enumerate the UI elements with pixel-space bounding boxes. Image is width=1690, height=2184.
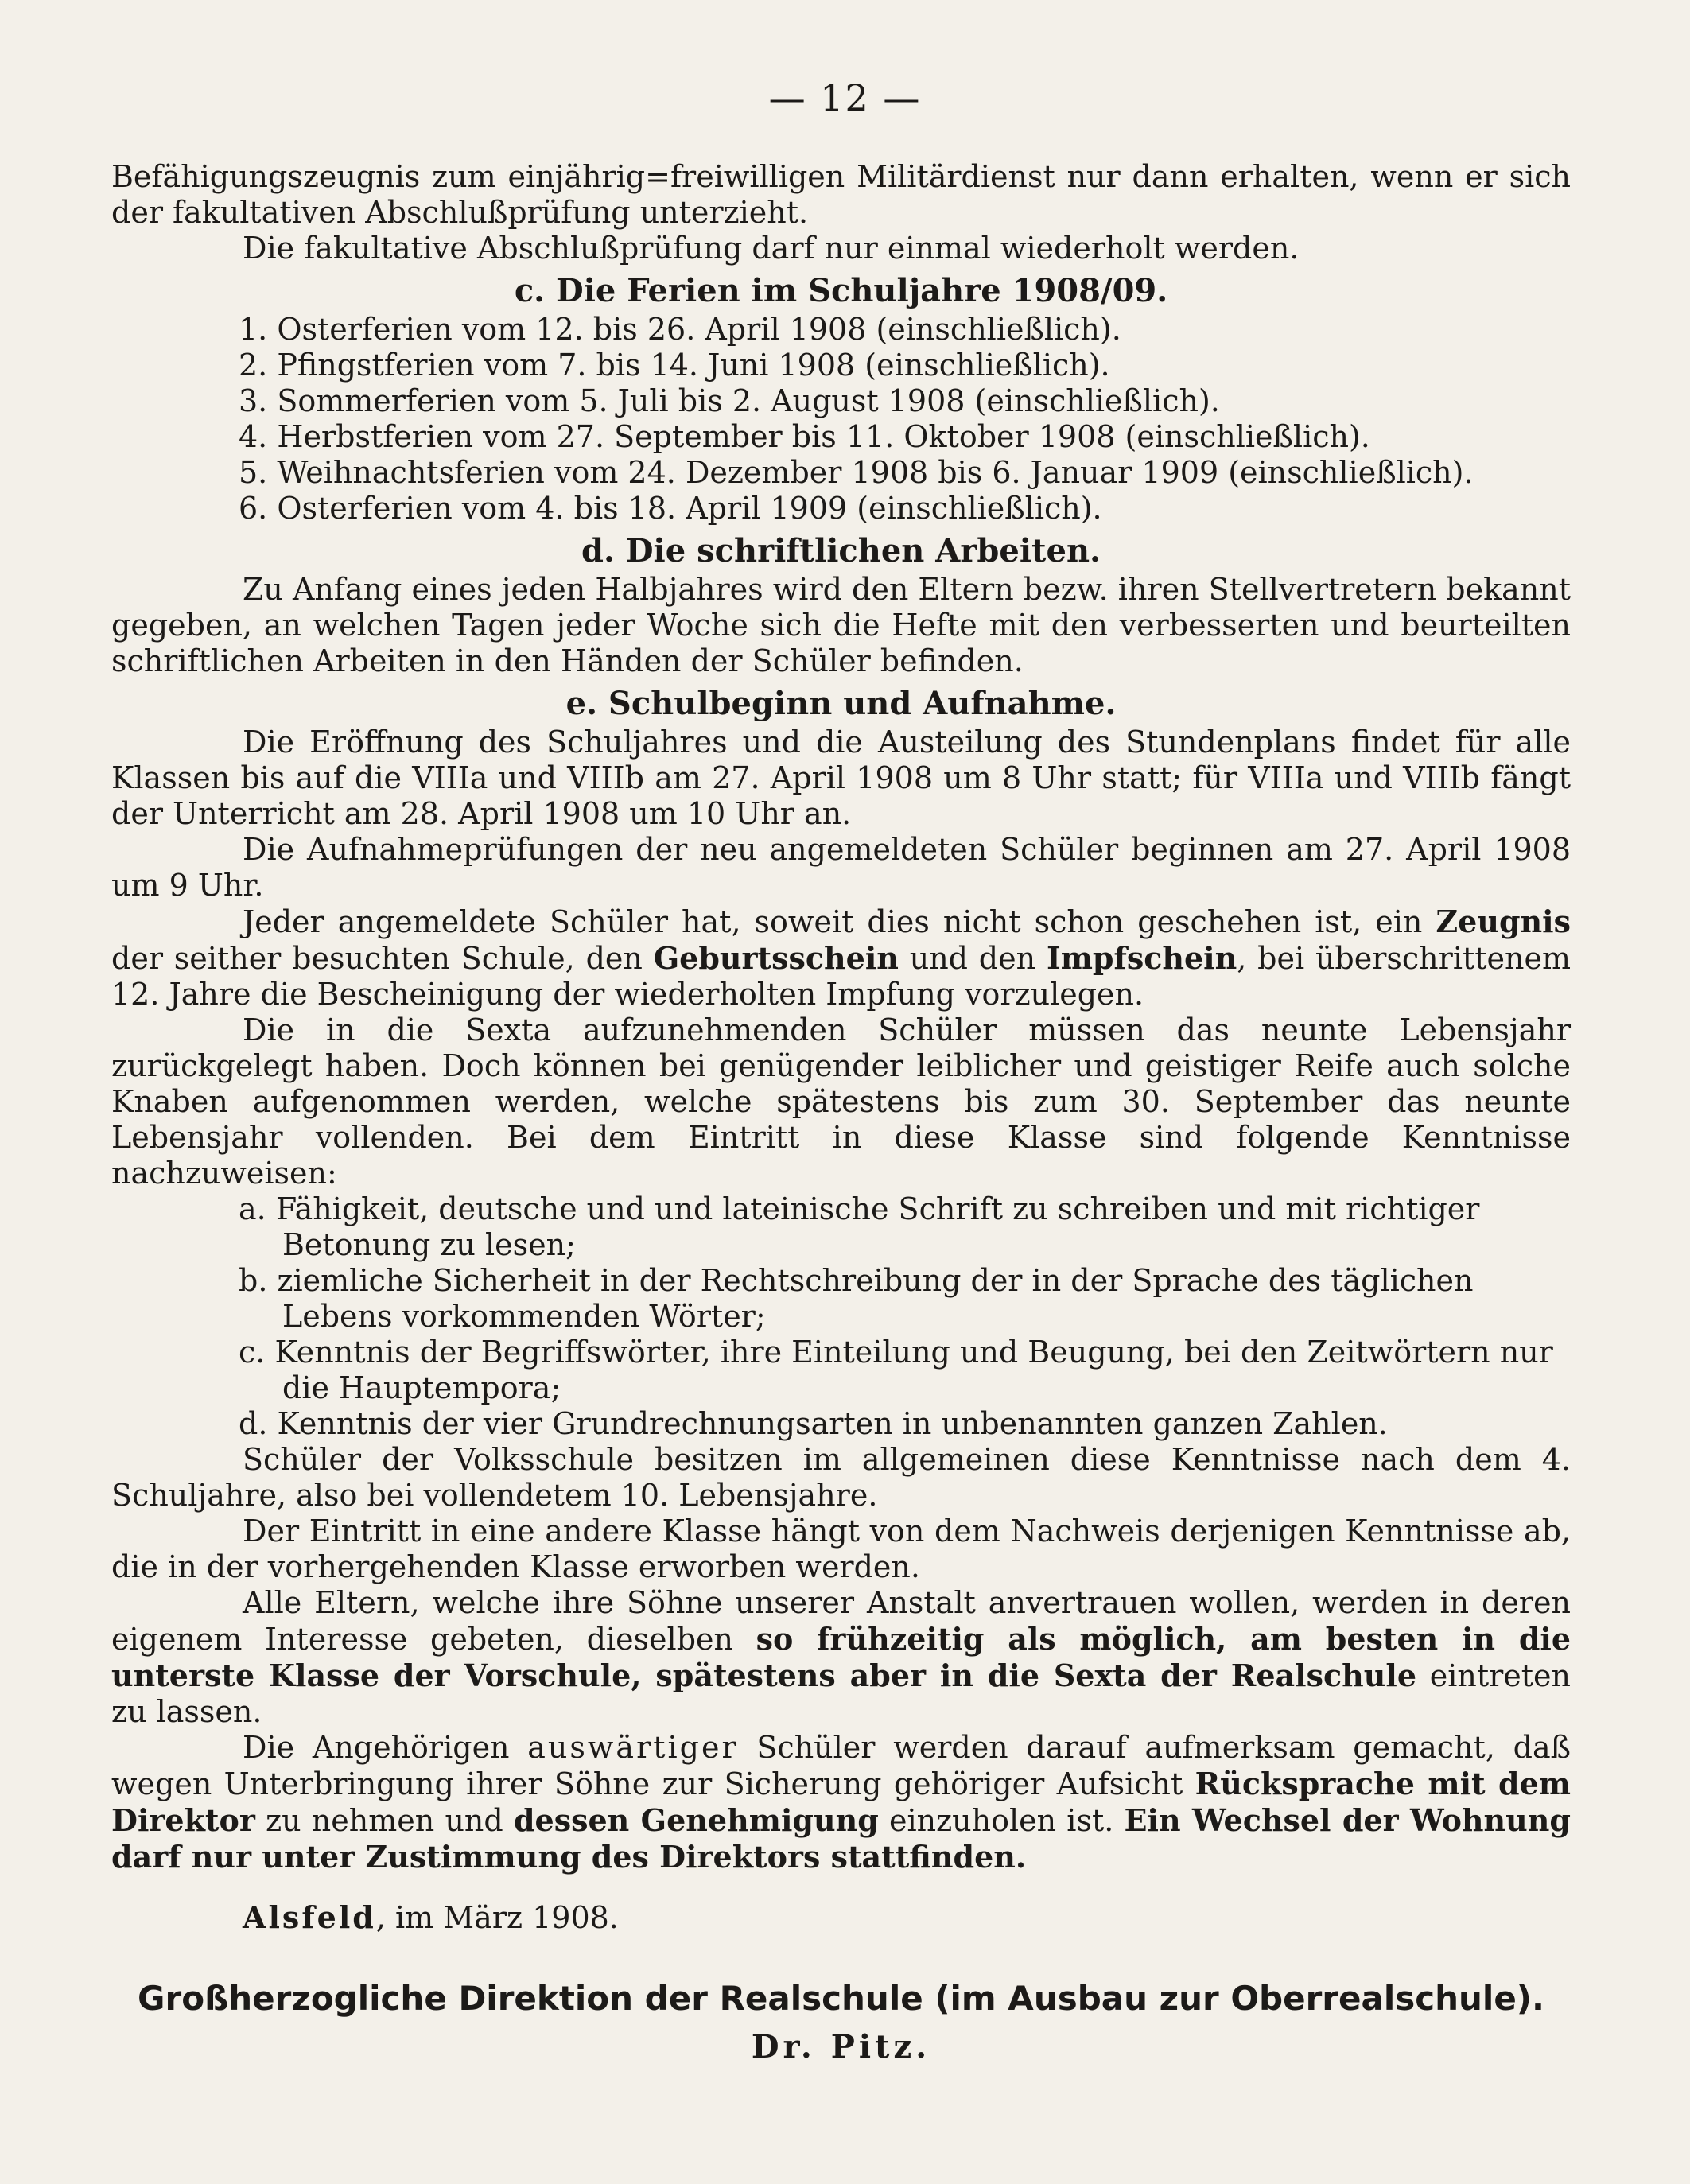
text-segment: der seither besuchten Schule, den bbox=[111, 941, 654, 976]
volksschule-paragraph: Schüler der Volksschule besitzen im allgemeinen diese Kenntnisse nach dem 4. Schuljahre, also bei vollendetem 10. Lebensjahre. bbox=[111, 1442, 1571, 1513]
page-number: — 12 — bbox=[768, 76, 922, 119]
bold-segment: Zeugnis bbox=[1436, 904, 1571, 939]
requirement-item: d. Kenntnis der vier Grundrechnungsarten in unbenannten ganzen Zahlen. bbox=[239, 1406, 1388, 1441]
text-segment: eintreten zu lassen. bbox=[111, 1658, 1571, 1729]
class-entry-paragraph: Der Eintritt in eine andere Klasse hängt von dem Nachweis derjenigen Kenntnisse ab, die in der vorhergehenden Klasse erworben werden. bbox=[111, 1514, 1571, 1584]
text-segment: und den bbox=[898, 941, 1047, 976]
place-date-line bbox=[111, 1899, 1571, 1936]
place-name: Alsfeld bbox=[243, 1899, 376, 1935]
bold-segment: Impfschein bbox=[1046, 940, 1237, 976]
documents-paragraph bbox=[111, 904, 1571, 1012]
date-text: , im März 1908. bbox=[375, 1900, 619, 1935]
signatory: Dr. Pitz. bbox=[751, 2028, 931, 2065]
parents-paragraph bbox=[111, 1585, 1571, 1730]
section-e-heading: e. Schulbeginn und Aufnahme. bbox=[565, 685, 1117, 722]
section-c-heading: c. Die Ferien im Schuljahre 1908/09. bbox=[514, 272, 1168, 309]
section-d-heading: d. Die schriftlichen Arbeiten. bbox=[581, 532, 1101, 569]
holiday-item: 4. Herbstferien vom 27. September bis 11. Oktober 1908 (einschließlich). bbox=[239, 419, 1370, 454]
main-text bbox=[111, 159, 1571, 1936]
entrance-exam-paragraph: Die Aufnahmeprüfungen der neu angemeldeten Schüler beginnen am 27. April 1908 um 9 Uhr. bbox=[111, 832, 1571, 903]
requirement-item: b. ziemliche Sicherheit in der Rechtschreibung der in der Sprache des täglichen Lebens vorkommenden Wörter; bbox=[239, 1263, 1474, 1334]
bold-segment: Geburtsschein bbox=[653, 940, 899, 976]
section-d-paragraph: Zu Anfang eines jeden Halbjahres wird den Eltern bezw. ihren Stellvertretern bekannt gegeben, an welchen Tagen jeder Woche sich die Hefte mit den verbesserten und beurteilten schriftlichen Arbeiten in den Händen der Schüler befinden. bbox=[111, 572, 1571, 678]
spaced-segment: auswärtiger bbox=[527, 1730, 739, 1765]
text-segment: Alle Eltern, welche ihre Söhne unserer Anstalt anvertrauen wollen, werden in deren eigenem Interesse gebeten, dieselben bbox=[111, 1585, 1571, 1657]
holiday-item: 6. Osterferien vom 4. bis 18. April 1909 (einschließlich). bbox=[239, 491, 1102, 526]
holiday-item: 3. Sommerferien vom 5. Juli bis 2. August 1908 (einschließlich). bbox=[239, 383, 1220, 418]
intro-repeat-paragraph: Die fakultative Abschlußprüfung darf nur einmal wiederholt werden. bbox=[243, 231, 1300, 266]
external-students-paragraph bbox=[111, 1730, 1571, 1875]
holiday-item: 5. Weihnachtsferien vom 24. Dezember 1908 bis 6. Januar 1909 (einschließlich). bbox=[239, 455, 1474, 490]
requirement-item: a. Fähigkeit, deutsche und und lateinische Schrift zu schreiben und mit richtiger Betonung zu lesen; bbox=[239, 1191, 1480, 1262]
bold-segment: Ein Wechsel der Wohnung darf nur unter Zustimmung des Direktors stattfinden. bbox=[111, 1802, 1572, 1875]
text-segment: , bei überschrittenem 12. Jahre die Bescheinigung der wiederholten Impfung vorzulegen. bbox=[111, 941, 1571, 1012]
requirement-item: c. Kenntnis der Begriffswörter, ihre Einteilung und Beugung, bei den Zeitwörtern nur die Hauptempora; bbox=[239, 1335, 1553, 1405]
text-segment: Die Angehörigen bbox=[243, 1730, 528, 1765]
bold-segment: so frühzeitig als möglich, am besten in die unterste Klasse der Vorschule, spätestens aber in die Sexta der Realschule bbox=[111, 1621, 1571, 1693]
text-segment: Jeder angemeldete Schüler hat, soweit dies nicht schon geschehen ist, ein bbox=[243, 904, 1436, 939]
text-segment: einzuholen ist. bbox=[878, 1803, 1125, 1838]
intro-continued-paragraph: Befähigungszeugnis zum einjährig=freiwilligen Militärdienst nur dann erhalten, wenn er sich der fakultativen Abschlußprüfung unterzieht. bbox=[111, 159, 1571, 230]
text-segment: Schüler werden darauf aufmerksam gemacht, daß wegen Unterbringung ihrer Söhne zur Sicherung gehöriger Aufsicht bbox=[111, 1730, 1571, 1801]
issuing-authority: Großherzogliche Direktion der Realschule (im Ausbau zur Oberrealschule). bbox=[138, 1979, 1544, 2018]
bold-segment: dessen Genehmigung bbox=[513, 1802, 879, 1838]
bold-segment: Rücksprache mit dem Direktor bbox=[111, 1766, 1572, 1838]
school-start-paragraph: Die Eröffnung des Schuljahres und die Austeilung des Stundenplans findet für alle Klassen bis auf die VIIIa und VIIIb am 27. April 1908 um 8 Uhr statt; für VIIIa und VIIIb fängt der Unterricht am 28. April 1908 um 10 Uhr an. bbox=[111, 725, 1571, 831]
holiday-item: 2. Pfingstferien vom 7. bis 14. Juni 1908 (einschließlich). bbox=[239, 348, 1110, 383]
holiday-item: 1. Osterferien vom 12. bis 26. April 1908 (einschließlich). bbox=[239, 312, 1121, 347]
sexta-admission-paragraph: Die in die Sexta aufzunehmenden Schüler müssen das neunte Lebensjahr zurückgelegt haben. Doch können bei genügender leiblicher und geistiger Reife auch solche Knaben aufgenommen werden, welche spätestens bis zum 30. September das neunte Lebensjahr vollenden. Bei dem Eintritt in diese Klasse sind folgende Kenntnisse nachzuweisen: bbox=[111, 1012, 1571, 1191]
text-segment: zu nehmen und bbox=[254, 1803, 514, 1838]
